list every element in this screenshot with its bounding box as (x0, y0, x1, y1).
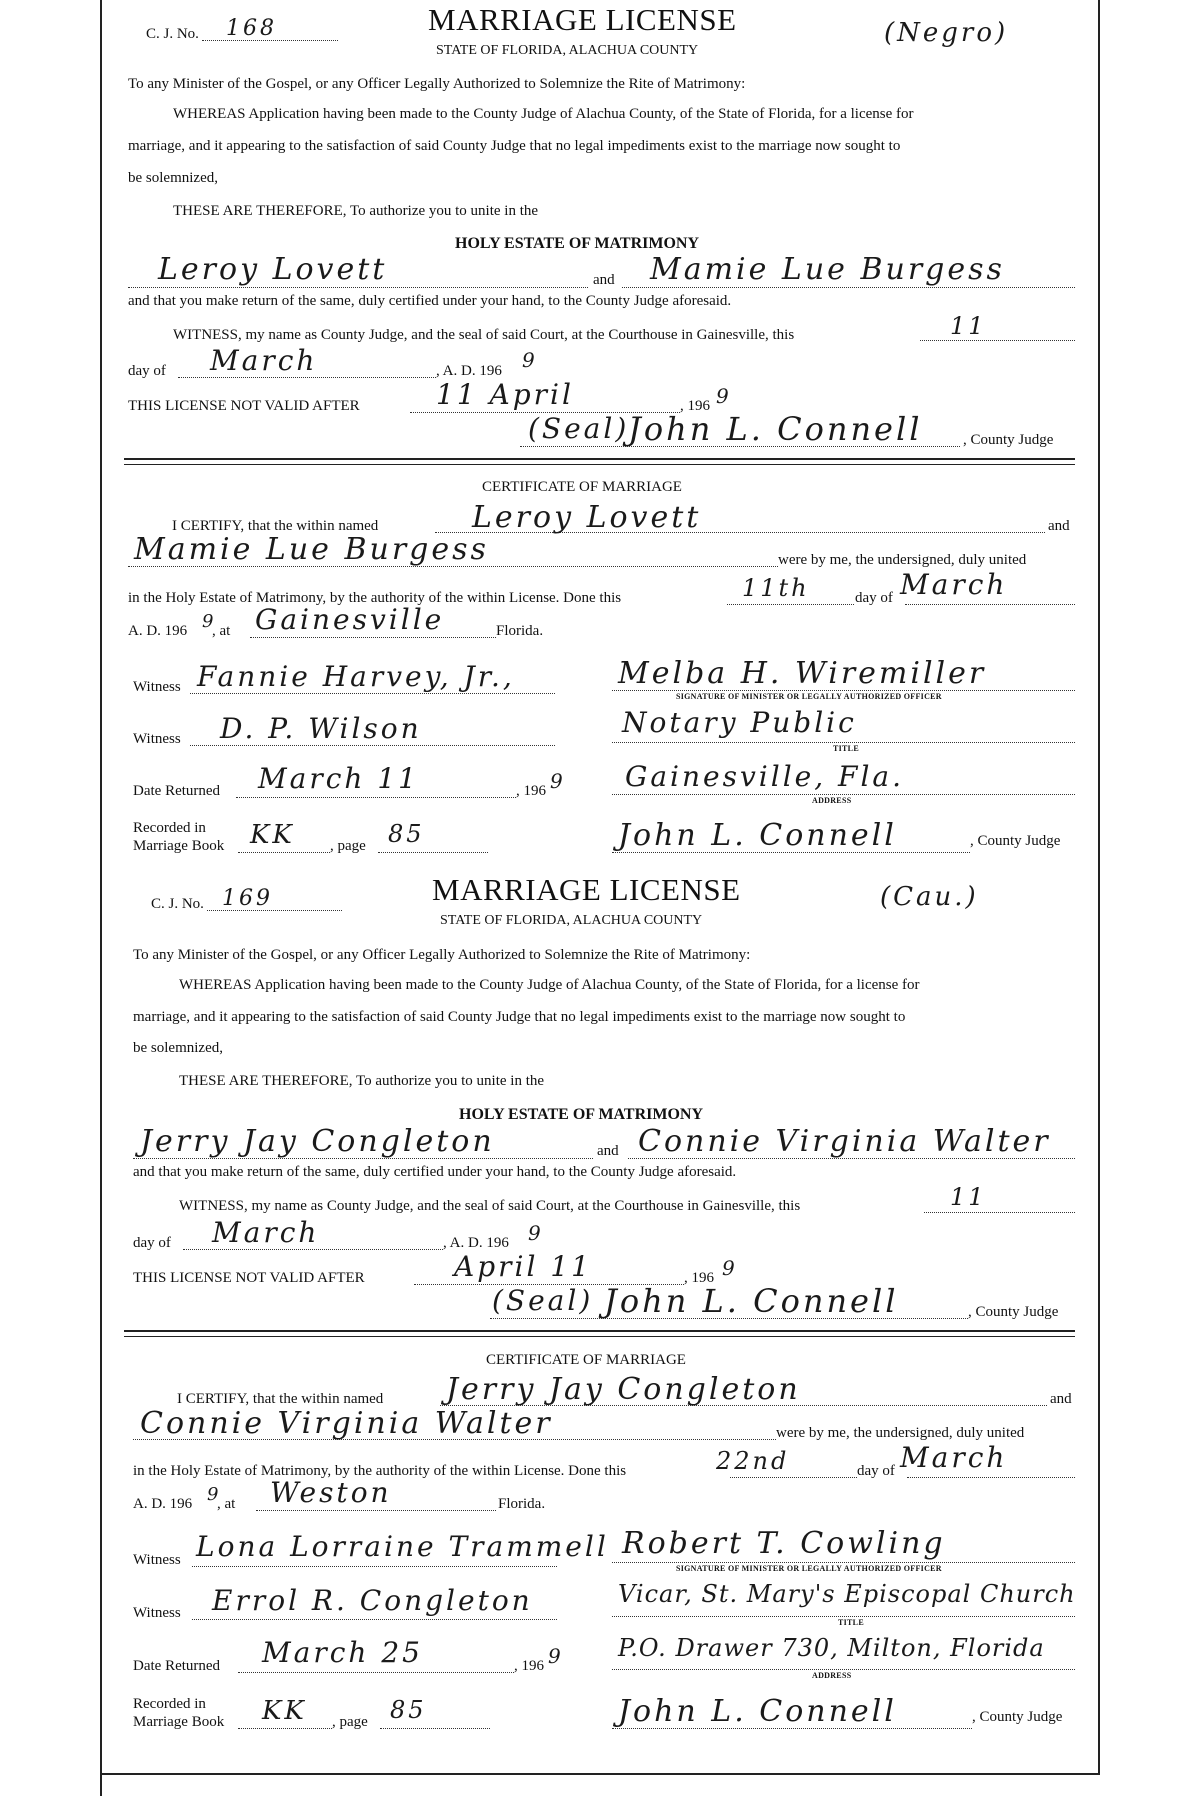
license-subtitle: STATE OF FLORIDA, ALACHUA COUNTY (440, 913, 703, 928)
witness-2-signature: Errol R. Congleton (212, 1584, 533, 1617)
cert-year-digit: 9 (202, 611, 217, 632)
witness-2-signature: D. P. Wilson (220, 712, 422, 745)
witness-2-label: Witness (133, 1605, 181, 1621)
section-divider (124, 1330, 1075, 1337)
addressee-line: To any Minister of the Gospel, or any Officer Legally Authorized to Solemnize the Rite of Matrimony: (133, 947, 751, 963)
witness-2-label: Witness (133, 731, 181, 747)
county-judge-label: , County Judge (968, 1304, 1059, 1320)
holy-estate-heading: HOLY ESTATE OF MATRIMONY (455, 235, 700, 252)
and-label: and (597, 1143, 619, 1159)
race-note: (Cau.) (880, 882, 979, 912)
witness-1-signature: Lona Lorraine Trammell (196, 1530, 609, 1563)
cert-day-line (730, 1477, 857, 1478)
witness-2-line (192, 1619, 557, 1620)
bride-name: Mamie Lue Burgess (650, 252, 1005, 287)
cert-place-line (250, 637, 496, 638)
page-line (378, 852, 488, 853)
officer-title: Vicar, St. Mary's Episcopal Church (618, 1580, 1076, 1608)
witness-1-line (190, 693, 555, 694)
witness-day: 11 (950, 1183, 987, 1211)
witness-1-signature: Fannie Harvey, Jr., (197, 660, 515, 693)
recorder-signature: John L. Connell (618, 818, 897, 853)
officer-address: P.O. Drawer 730, Milton, Florida (618, 1634, 1045, 1662)
cert-holy-line: in the Holy Estate of Matrimony, by the authority of the within License. Done this (128, 590, 622, 606)
recorder-county-judge-label: , County Judge (972, 1709, 1063, 1725)
cert-year-digit: 9 (207, 1484, 222, 1505)
cert-holy-line: in the Holy Estate of Matrimony, by the authority of the within License. Done this (133, 1463, 627, 1479)
race-note: (Negro) (884, 18, 1009, 48)
cert-at-label: , at (212, 623, 231, 639)
authorize-line: THESE ARE THEREFORE, To authorize you to unite in the (173, 203, 539, 219)
officer-signature-caption: SIGNATURE OF MINISTER OR LEGALLY AUTHORIZED OFFICER (676, 692, 942, 701)
title-caption: TITLE (833, 744, 859, 753)
cj-no-value: 168 (226, 16, 277, 41)
whereas-line-2: marriage, and it appearing to the satisfaction of said County Judge that no legal impediments exist to the marriage now sought to (128, 138, 901, 154)
whereas-line-2: marriage, and it appearing to the satisfaction of said County Judge that no legal impediments exist to the marriage now sought to (133, 1009, 906, 1025)
section-divider (124, 458, 1075, 465)
not-valid-year-label: , 196 (684, 1270, 714, 1286)
whereas-line-3: be solemnized, (133, 1040, 223, 1056)
officer-title-line (612, 742, 1075, 743)
whereas-line-1: WHEREAS Application having been made to the County Judge of Alachua County, of the State of Florida, for a license for (179, 977, 920, 993)
recorder-signature: John L. Connell (618, 1694, 897, 1729)
left-margin-line (100, 0, 102, 1796)
not-valid-date: April 11 (454, 1250, 592, 1283)
cj-no-label: C. J. No. (151, 896, 204, 912)
cert-day: 22nd (716, 1447, 790, 1475)
cert-united-label: were by me, the undersigned, duly united (778, 552, 1027, 568)
marriage-book-label: Marriage Book (133, 1714, 225, 1730)
date-returned-line (238, 1672, 514, 1673)
officer-signature: Robert T. Cowling (622, 1526, 946, 1561)
certify-label: I CERTIFY, that the within named (172, 518, 379, 534)
witness-day-line (924, 1212, 1075, 1213)
officer-address: Gainesville, Fla. (625, 760, 905, 793)
cert-day-line (727, 604, 854, 605)
year-digit: 9 (522, 348, 538, 372)
witness-1-label: Witness (133, 1552, 181, 1568)
recorded-in-label: Recorded in (133, 820, 206, 836)
book-line (238, 1728, 332, 1729)
date-returned-line (236, 797, 516, 798)
cert-and-label: and (1048, 518, 1070, 534)
recorder-county-judge-label: , County Judge (970, 833, 1061, 849)
cert-place-line (256, 1510, 496, 1511)
cert-at-label: , at (217, 1496, 236, 1512)
year-digit: 9 (528, 1221, 544, 1245)
cert-ad-label: A. D. 196 (133, 1496, 193, 1512)
page-label: , page (332, 1714, 368, 1730)
whereas-line-1: WHEREAS Application having been made to the County Judge of Alachua County, of the State of Florida, for a license for (173, 106, 914, 122)
license-title: MARRIAGE LICENSE (432, 872, 741, 907)
license-title: MARRIAGE LICENSE (428, 2, 737, 37)
witness-2-line (190, 745, 555, 746)
not-valid-label: THIS LICENSE NOT VALID AFTER (128, 398, 360, 414)
certificate-title: CERTIFICATE OF MARRIAGE (486, 1352, 686, 1368)
not-valid-label: THIS LICENSE NOT VALID AFTER (133, 1270, 365, 1286)
license-subtitle: STATE OF FLORIDA, ALACHUA COUNTY (436, 43, 699, 58)
cj-no-label: C. J. No. (146, 26, 199, 42)
certify-label: I CERTIFY, that the within named (177, 1391, 384, 1407)
page-label: , page (330, 838, 366, 854)
right-margin-line (1098, 0, 1100, 1775)
bride-line (622, 287, 1075, 288)
bottom-border-line (100, 1773, 1100, 1775)
cert-ad-label: A. D. 196 (128, 623, 188, 639)
day-of-label: day of (133, 1235, 171, 1251)
witness-1-label: Witness (133, 679, 181, 695)
and-label: and (593, 272, 615, 288)
date-returned-year-label: , 196 (516, 783, 546, 799)
cert-month: March (900, 568, 1008, 601)
seal-mark: (Seal) (492, 1284, 594, 1317)
cj-no-value: 169 (222, 886, 273, 911)
judge-signature: John L. Connell (604, 1282, 899, 1320)
judge-signature: John L. Connell (628, 410, 923, 448)
officer-signature-caption: SIGNATURE OF MINISTER OR LEGALLY AUTHORIZED OFFICER (676, 1564, 942, 1573)
authorize-line: THESE ARE THEREFORE, To authorize you to unite in the (179, 1073, 545, 1089)
cert-month-line (905, 604, 1075, 605)
bride-name: Connie Virginia Walter (638, 1124, 1051, 1159)
book-value: KK (262, 1696, 307, 1726)
month-line (178, 377, 436, 378)
not-valid-year-label: , 196 (680, 398, 710, 414)
title-caption: TITLE (838, 1618, 864, 1627)
addressee-line: To any Minister of the Gospel, or any Officer Legally Authorized to Solemnize the Rite of Matrimony: (128, 76, 746, 92)
book-value: KK (250, 820, 295, 850)
return-line: and that you make return of the same, duly certified under your hand, to the County Judge aforesaid. (133, 1164, 737, 1180)
cert-day-of-label: day of (857, 1463, 895, 1479)
month-line (183, 1249, 443, 1250)
cert-florida-label: Florida. (498, 1496, 546, 1512)
officer-signature: Melba H. Wiremiller (618, 656, 987, 691)
officer-address-line (612, 1669, 1075, 1670)
officer-signature-line (612, 1562, 1075, 1563)
groom-name: Leroy Lovett (158, 252, 388, 287)
cert-bride: Mamie Lue Burgess (134, 532, 489, 567)
cert-and-label: and (1050, 1391, 1072, 1407)
witness-1-line (192, 1566, 557, 1567)
page-line (380, 1728, 490, 1729)
holy-estate-heading: HOLY ESTATE OF MATRIMONY (459, 1106, 704, 1123)
cert-place: Weston (270, 1476, 392, 1509)
cert-day: 11th (742, 574, 810, 602)
book-line (238, 852, 330, 853)
date-returned: March 25 (262, 1636, 423, 1669)
recorded-in-label: Recorded in (133, 1696, 206, 1712)
cert-month-line (907, 1477, 1075, 1478)
witness-day: 11 (950, 312, 987, 340)
marriage-book-label: Marriage Book (133, 838, 225, 854)
date-returned: March 11 (258, 762, 419, 795)
cert-groom: Leroy Lovett (472, 500, 702, 535)
witness-day-line (920, 340, 1075, 341)
cert-bride: Connie Virginia Walter (140, 1406, 553, 1441)
cert-place: Gainesville (255, 603, 445, 636)
day-of-label: day of (128, 363, 166, 379)
ad-label: , A. D. 196 (436, 363, 502, 379)
address-caption: ADDRESS (812, 1671, 852, 1680)
seal-mark: (Seal) (528, 412, 630, 445)
month: March (212, 1216, 320, 1249)
cert-month: March (900, 1441, 1008, 1474)
not-valid-date: 11 April (436, 378, 574, 411)
return-line: and that you make return of the same, duly certified under your hand, to the County Judge aforesaid. (128, 293, 732, 309)
cert-groom: Jerry Jay Congleton (446, 1372, 801, 1407)
date-returned-year-digit: 9 (548, 1644, 564, 1668)
cert-florida-label: Florida. (496, 623, 544, 639)
officer-address-line (612, 794, 1075, 795)
address-caption: ADDRESS (812, 796, 852, 805)
witness-line: WITNESS, my name as County Judge, and the seal of said Court, at the Courthouse in Gainesville, this (173, 327, 795, 343)
date-returned-year-digit: 9 (550, 769, 566, 793)
officer-title: Notary Public (622, 706, 857, 739)
not-valid-year-digit: 9 (716, 384, 732, 408)
ad-label: , A. D. 196 (443, 1235, 509, 1251)
whereas-line-3: be solemnized, (128, 170, 218, 186)
groom-line (128, 287, 588, 288)
cert-united-label: were by me, the undersigned, duly united (776, 1425, 1025, 1441)
date-returned-label: Date Returned (133, 783, 221, 799)
witness-line: WITNESS, my name as County Judge, and the seal of said Court, at the Courthouse in Gainesville, this (179, 1198, 801, 1214)
date-returned-year-label: , 196 (514, 1658, 544, 1674)
county-judge-label: , County Judge (963, 432, 1054, 448)
officer-title-line (612, 1616, 1075, 1617)
page-value: 85 (390, 1696, 427, 1724)
cert-day-of-label: day of (855, 590, 893, 606)
certificate-title: CERTIFICATE OF MARRIAGE (482, 479, 682, 495)
page-value: 85 (388, 820, 425, 848)
date-returned-label: Date Returned (133, 1658, 221, 1674)
not-valid-year-digit: 9 (722, 1256, 738, 1280)
groom-name: Jerry Jay Congleton (140, 1124, 495, 1159)
month: March (210, 344, 318, 377)
